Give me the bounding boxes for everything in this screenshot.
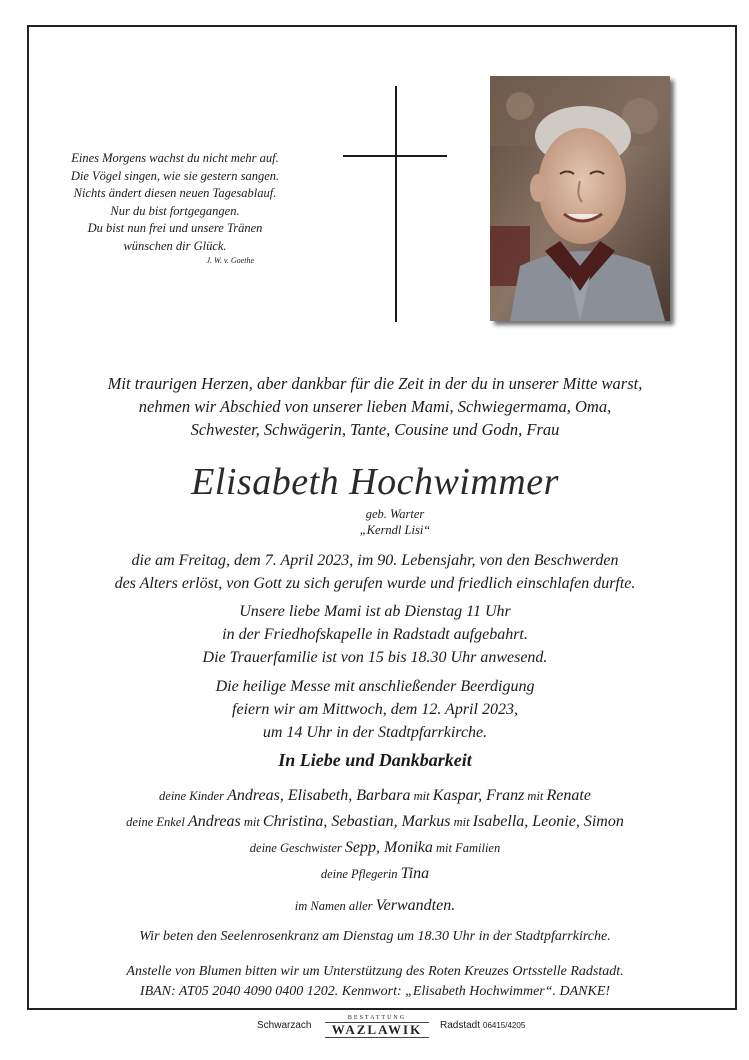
- poem: [40, 150, 310, 267]
- family-names: Verwandten.: [375, 897, 456, 914]
- family-prefix: mit Familien: [436, 841, 501, 855]
- poem-line: Die Vögel singen, wie sie gestern sangen.: [70, 168, 280, 183]
- death-notice-line: des Alters erlöst, von Gott zu sich gerufen wurde und friedlich einschlafen durfte.: [114, 575, 636, 592]
- funeral-home-logo: [325, 1014, 429, 1038]
- viewing-notice: [40, 600, 710, 669]
- viewing-line: Unsere liebe Mami ist ab Dienstag 11 Uhr: [239, 603, 511, 620]
- portrait-photo: [490, 76, 670, 321]
- family-prefix: deine Geschwister: [249, 841, 342, 855]
- viewing-line: in der Friedhofskapelle in Radstadt aufgebahrt.: [222, 626, 528, 643]
- poem-line: Du bist nun frei und unsere Tränen: [87, 221, 263, 235]
- cross-icon-bar: [343, 155, 447, 157]
- intro-text: [40, 372, 710, 441]
- family-prefix: mit: [453, 815, 470, 829]
- family-names: Andreas, Elisabeth, Barbara: [227, 787, 411, 804]
- family-prefix: mit: [413, 789, 430, 803]
- family-prefix: mit: [527, 789, 544, 803]
- family-prefix: deine Pflegerin: [320, 867, 398, 881]
- funeral-line: feiern wir am Mittwoch, dem 12. April 2023,: [232, 701, 518, 718]
- intro-line: nehmen wir Abschied von unserer lieben Mami, Schwiegermama, Oma,: [138, 397, 612, 416]
- poem-author: J. W. v. Goethe: [206, 256, 254, 265]
- cross-icon: [395, 86, 397, 322]
- family-list: [40, 783, 710, 919]
- family-caregiver: [40, 861, 710, 887]
- family-prefix: deine Enkel: [126, 815, 185, 829]
- intro-line: Mit traurigen Herzen, aber dankbar für die Zeit in der du in unserer Mitte warst,: [107, 374, 643, 393]
- family-names: Tina: [400, 865, 430, 882]
- family-prefix: deine Kinder: [159, 789, 224, 803]
- closing-heading: In Liebe und Dankbarkeit: [278, 750, 472, 770]
- nickname: „Kerndl Lisi“: [359, 523, 431, 537]
- family-children: [40, 783, 710, 809]
- family-names: Andreas: [187, 813, 241, 830]
- deceased-name: Elisabeth Hochwimmer: [191, 461, 559, 503]
- family-grandchildren: [40, 809, 710, 835]
- footer-town-right: Radstadt: [440, 1020, 481, 1031]
- maiden-name-block: [40, 506, 730, 538]
- footer: [0, 1012, 749, 1060]
- poem-line: wünschen dir Glück.: [123, 238, 227, 253]
- funeral-notice: [40, 675, 710, 744]
- family-prefix: im Namen aller: [294, 899, 373, 913]
- funeral-line: Die heilige Messe mit anschließender Beerdigung: [215, 678, 535, 695]
- family-names: Christina, Sebastian, Markus: [262, 813, 451, 830]
- logo-tagline: BESTATTUNG: [347, 1015, 407, 1021]
- footer-town-left: Schwarzach: [257, 1020, 312, 1031]
- family-siblings: [40, 835, 710, 861]
- death-notice-line: die am Freitag, dem 7. April 2023, im 90. Lebensjahr, von den Beschwerden: [131, 552, 619, 569]
- intro-line: Schwester, Schwägerin, Tante, Cousine und Godn, Frau: [190, 420, 560, 439]
- logo-name: WAZLAWIK: [325, 1022, 429, 1038]
- poem-line: Nur du bist fortgegangen.: [110, 203, 240, 218]
- viewing-line: Die Trauerfamilie ist von 15 bis 18.30 Uhr anwesend.: [202, 649, 548, 666]
- maiden-name: geb. Warter: [365, 507, 425, 521]
- portrait-image: [490, 76, 670, 321]
- family-names: Kaspar, Franz: [432, 787, 525, 804]
- family-names: Renate: [546, 787, 591, 804]
- donation-line: IBAN: AT05 2040 4090 0400 1202. Kennwort: „Elisabeth Hochwimmer“. DANKE!: [139, 984, 611, 999]
- funeral-line: um 14 Uhr in der Stadtpfarrkirche.: [262, 724, 488, 741]
- family-names: Isabella, Leonie, Simon: [472, 813, 624, 830]
- rosary-notice: Wir beten den Seelenrosenkranz am Dienstag um 18.30 Uhr in der Stadtpfarrkirche.: [139, 929, 611, 944]
- poem-line: Eines Morgens wachst du nicht mehr auf.: [71, 151, 279, 165]
- death-notice: [40, 549, 710, 595]
- family-relatives: [40, 893, 710, 919]
- donation-notice: [40, 962, 710, 1002]
- donation-line: Anstelle von Blumen bitten wir um Unterstützung des Roten Kreuzes Ortsstelle Radstadt.: [126, 964, 624, 979]
- family-names: Sepp, Monika: [344, 839, 433, 856]
- footer-phone: 06415/4205: [483, 1021, 526, 1030]
- poem-line: Nichts ändert diesen neuen Tagesablauf.: [73, 186, 277, 200]
- family-prefix: mit: [243, 815, 260, 829]
